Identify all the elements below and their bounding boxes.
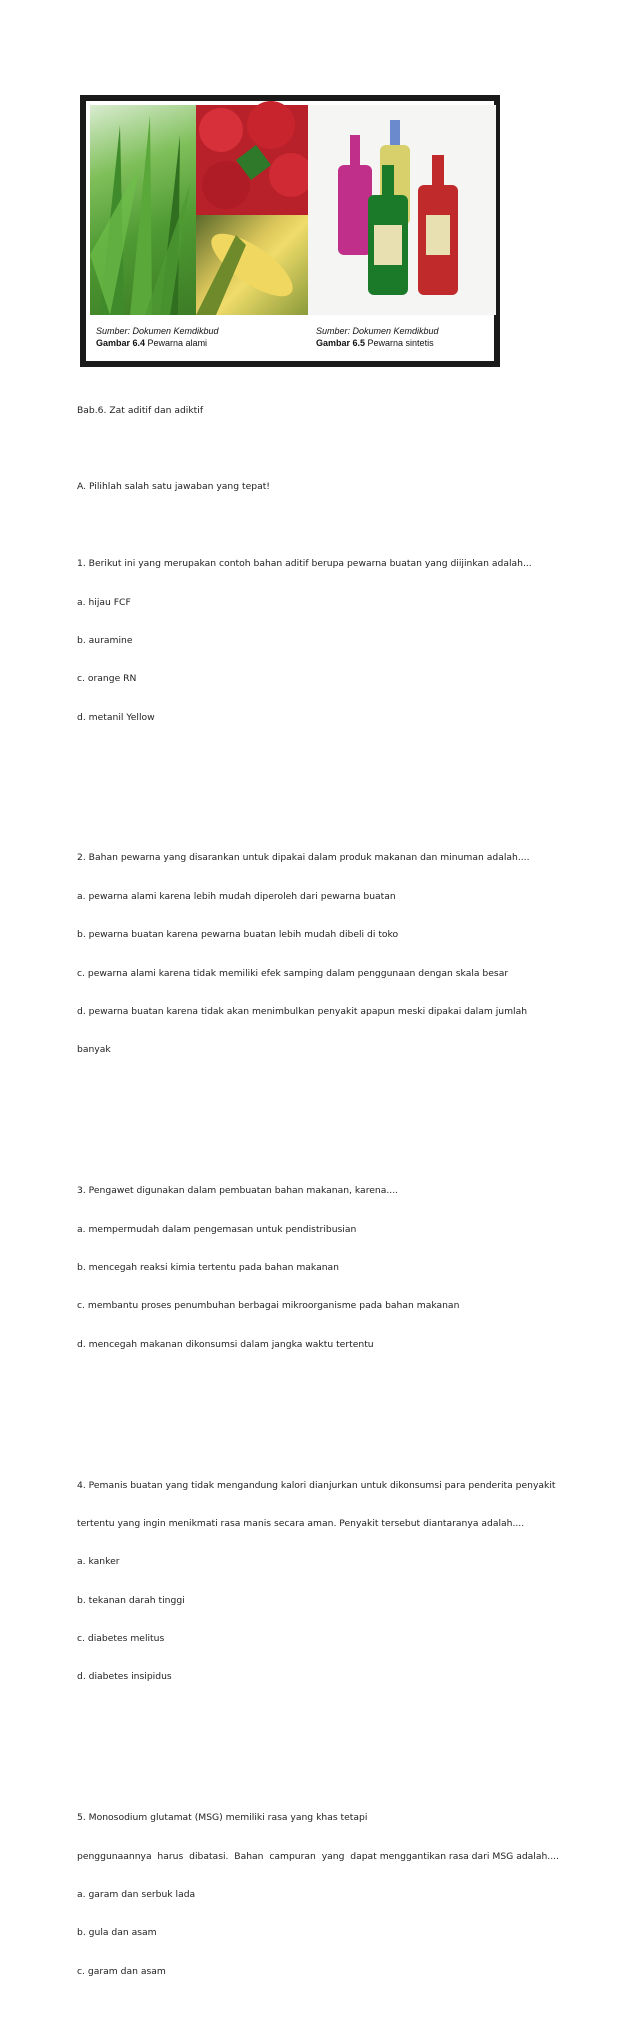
option: b. mencegah reaksi kimia tertentu pada bahan makanan [77, 1261, 339, 1273]
option: b. auramine [77, 634, 133, 646]
option: d. mencegah makanan dikonsumsi dalam jangka waktu tertentu [77, 1338, 374, 1350]
option: d. pewarna buatan karena tidak akan menimbulkan penyakit apapun meski dipakai dalam jumlah [77, 1006, 528, 1018]
option-continuation: banyak [77, 1044, 111, 1056]
option: a. mempermudah dalam pengemasan untuk pendistribusian [77, 1223, 357, 1235]
figure-panel [86, 101, 494, 361]
instruction: A. Pilihlah salah satu jawaban yang tepat! [77, 481, 270, 493]
option: b. tekanan darah tinggi [77, 1594, 185, 1606]
caption-title: Pewarna alami [145, 338, 208, 348]
question-text: 1. Berikut ini yang merupakan contoh bahan aditif berupa pewarna buatan yang diijinkan adalah... [77, 558, 532, 570]
option: a. garam dan serbuk lada [77, 1889, 196, 1901]
option: a. kanker [77, 1556, 120, 1568]
caption-figure-number: Gambar 6.5 [316, 338, 366, 348]
corn-photo [196, 215, 308, 315]
option: c. orange RN [77, 673, 137, 685]
grass-photo [90, 105, 196, 315]
option: b. pewarna buatan karena pewarna buatan lebih mudah dibeli di toko [77, 929, 399, 941]
dye-bottles-photo [308, 105, 496, 315]
caption-synthetic-dye [316, 325, 439, 349]
option: d. metanil Yellow [77, 711, 155, 723]
figure-image [80, 95, 500, 367]
question-text: 3. Pengawet digunakan dalam pembuatan bahan makanan, karena.... [77, 1185, 399, 1197]
question-text: 5. Monosodium glutamat (MSG) memiliki rasa yang khas tetapi [77, 1812, 368, 1824]
caption-figure-number: Gambar 6.4 [96, 338, 146, 348]
caption-title: Pewarna sintetis [365, 338, 434, 348]
chapter-title: Bab.6. Zat aditif dan adiktif [77, 404, 204, 416]
caption-source: Sumber: Dokumen Kemdikbud [316, 326, 439, 336]
question-4 [77, 1454, 577, 1710]
question-text: 4. Pemanis buatan yang tidak mengandung kalori dianjurkan untuk dikonsumsi para penderita penyakit [77, 1479, 556, 1491]
option: c. pewarna alami karena tidak memiliki efek samping dalam penggunaan dengan skala besar [77, 967, 509, 979]
option: c. garam dan asam [77, 1965, 166, 1977]
question-5 [77, 1787, 577, 2005]
question-1 [77, 533, 577, 751]
caption-natural-dye [96, 325, 219, 349]
strawberry-photo [196, 105, 308, 215]
option: c. membantu proses penumbuhan berbagai mikroorganisme pada bahan makanan [77, 1300, 460, 1312]
option: c. diabetes melitus [77, 1633, 165, 1645]
option: b. gula dan asam [77, 1927, 157, 1939]
option: d. diabetes insipidus [77, 1671, 172, 1683]
question-2 [77, 827, 577, 1083]
caption-source: Sumber: Dokumen Kemdikbud [96, 326, 219, 336]
question-3 [77, 1160, 577, 1378]
option: a. hijau FCF [77, 596, 131, 608]
document-body [77, 379, 577, 2017]
question-text: tertentu yang ingin menikmati rasa manis secara aman. Penyakit tersebut diantaranya adalah.... [77, 1517, 525, 1529]
question-text: 2. Bahan pewarna yang disarankan untuk dipakai dalam produk makanan dan minuman adalah.... [77, 852, 530, 864]
question-text: penggunaannya harus dibatasi. Bahan campuran yang dapat menggantikan rasa dari MSG adalah.... [77, 1850, 559, 1862]
option: a. pewarna alami karena lebih mudah diperoleh dari pewarna buatan [77, 890, 396, 902]
